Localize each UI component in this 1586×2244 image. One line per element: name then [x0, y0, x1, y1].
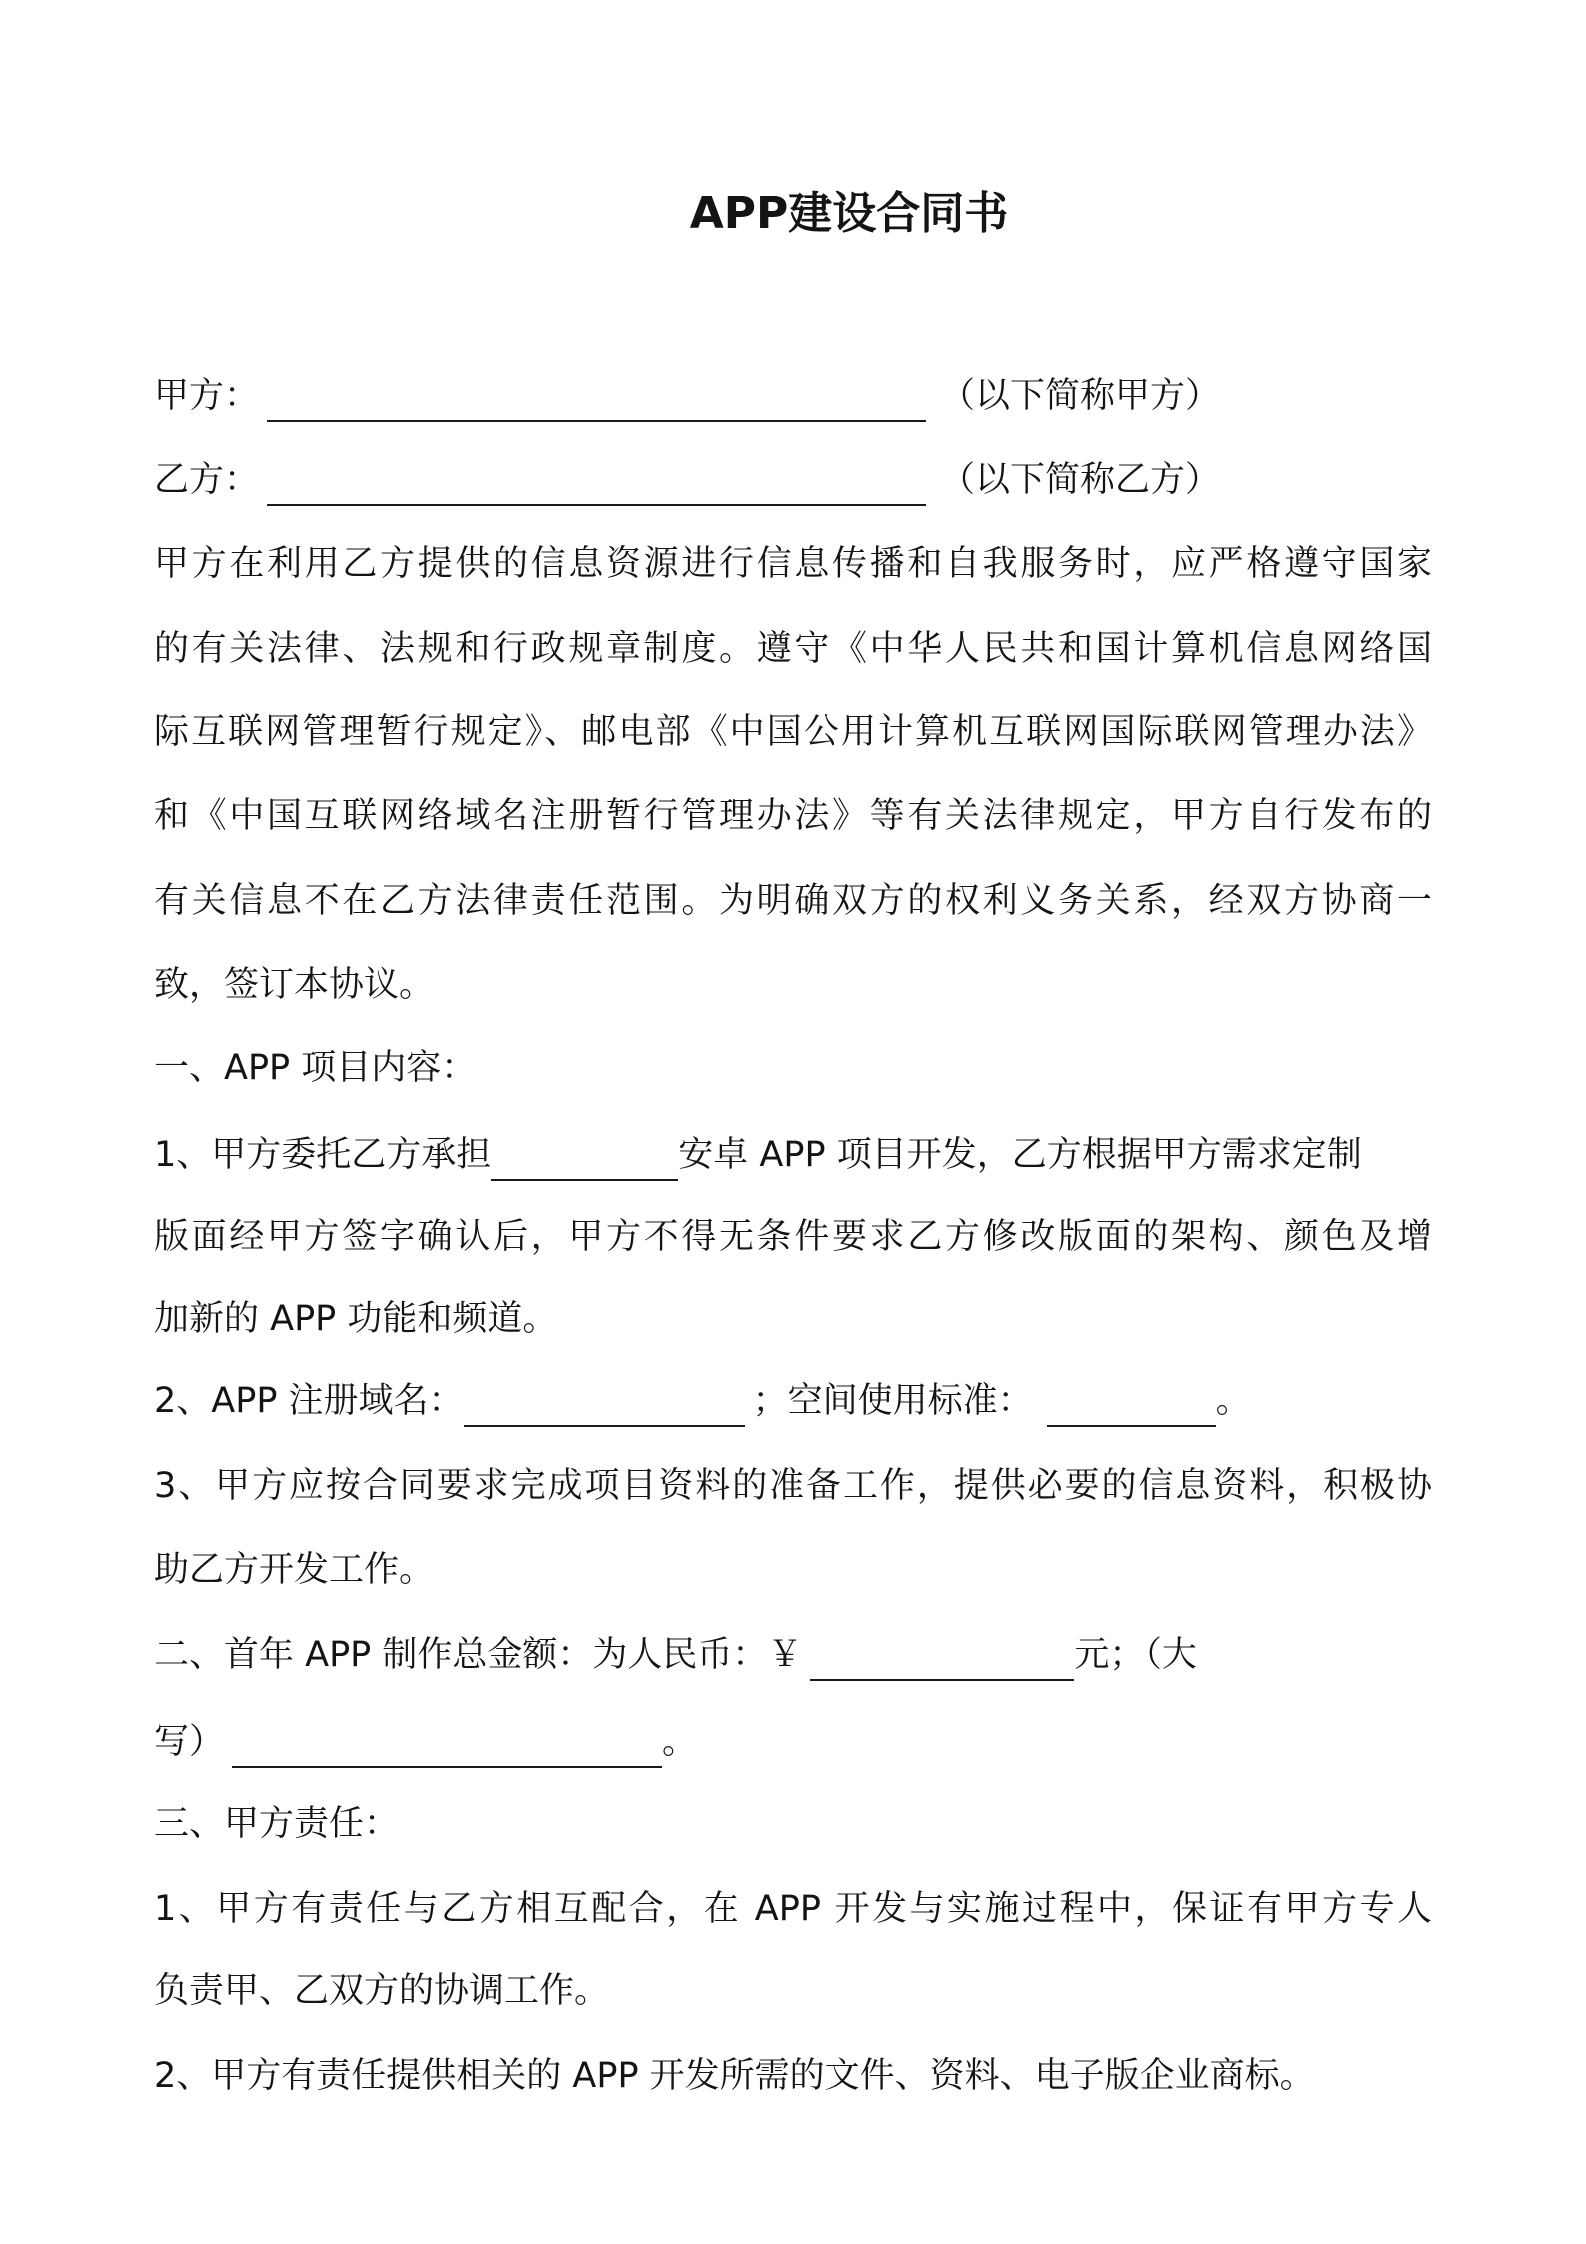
section-1-item-1-line: [154, 1129, 1432, 1181]
domain-blank-field: [464, 1385, 745, 1427]
preamble-line: 致，签订本协议。: [154, 965, 435, 1005]
section-3-heading: 三、甲方责任：: [154, 1804, 400, 1844]
party-a-note: （以下简称甲方）: [940, 376, 1221, 416]
item-1-text-after: 安卓 APP 项目开发，乙方根据甲方需求定制: [678, 1135, 1362, 1175]
amount-unit: 元；（大: [1074, 1635, 1197, 1675]
item-2-end: 。: [1215, 1381, 1251, 1421]
party-a-line: [154, 370, 1432, 422]
amount-words-blank-field: [232, 1726, 662, 1768]
preamble-line: 甲方在利用乙方提供的信息资源进行信息传播和自我服务时，应严格遵守国家: [154, 544, 1432, 584]
item-1-text-before: 1、甲方委托乙方承担: [154, 1135, 492, 1175]
preamble-line: 际互联网管理暂行规定》、邮电部《中国公用计算机互联网国际联网管理办法》: [154, 712, 1432, 752]
domain-label: 2、APP 注册域名：: [154, 1381, 464, 1421]
section-1-item-1-line: 加新的 APP 功能和频道。: [154, 1299, 558, 1339]
space-standard-blank-field: [1047, 1385, 1216, 1427]
section-1-item-2-line: [154, 1375, 1432, 1427]
document-title: APP建设合同书: [689, 188, 1009, 239]
party-a-label: 甲方：: [154, 376, 260, 416]
space-standard-label: ；空间使用标准：: [752, 1381, 1033, 1421]
section-2-end: 。: [662, 1722, 698, 1762]
amount-words-label: 写）: [154, 1722, 225, 1762]
preamble-line: 的有关法律、法规和行政规章制度。遵守《中华人民共和国计算机信息网络国: [154, 629, 1432, 669]
preamble-line: 和《中国互联网络域名注册暂行管理办法》等有关法律规定，甲方自行发布的: [154, 796, 1432, 836]
section-1-item-3-line: 3、甲方应按合同要求完成项目资料的准备工作，提供必要的信息资料，积极协: [154, 1466, 1432, 1506]
party-b-label: 乙方：: [154, 460, 260, 500]
preamble-line: 有关信息不在乙方法律责任范围。为明确双方的权利义务关系，经双方协商一: [154, 881, 1432, 921]
party-a-blank-field: [267, 380, 926, 422]
section-3-item-1-line: 负责甲、乙双方的协调工作。: [154, 1971, 610, 2011]
section-2-line-2: [154, 1716, 1432, 1768]
section-1-heading: 一、APP 项目内容：: [154, 1048, 477, 1088]
section-2-heading: [154, 1629, 1432, 1681]
contractor-blank-field: [491, 1139, 678, 1181]
section-1-item-1-line: 版面经甲方签字确认后，甲方不得无条件要求乙方修改版面的架构、颜色及增: [154, 1217, 1432, 1257]
section-3-item-2-line: 2、甲方有责任提供相关的 APP 开发所需的文件、资料、电子版企业商标。: [154, 2056, 1315, 2096]
party-b-note: （以下简称乙方）: [940, 460, 1221, 500]
party-b-blank-field: [267, 464, 926, 506]
section-3-item-1-line: 1、甲方有责任与乙方相互配合，在 APP 开发与实施过程中，保证有甲方专人: [154, 1889, 1432, 1929]
section-1-item-3-line: 助乙方开发工作。: [154, 1550, 435, 1590]
amount-label: 二、首年 APP 制作总金额：为人民币：￥: [154, 1635, 803, 1675]
party-b-line: [154, 454, 1432, 506]
amount-blank-field: [810, 1639, 1074, 1681]
